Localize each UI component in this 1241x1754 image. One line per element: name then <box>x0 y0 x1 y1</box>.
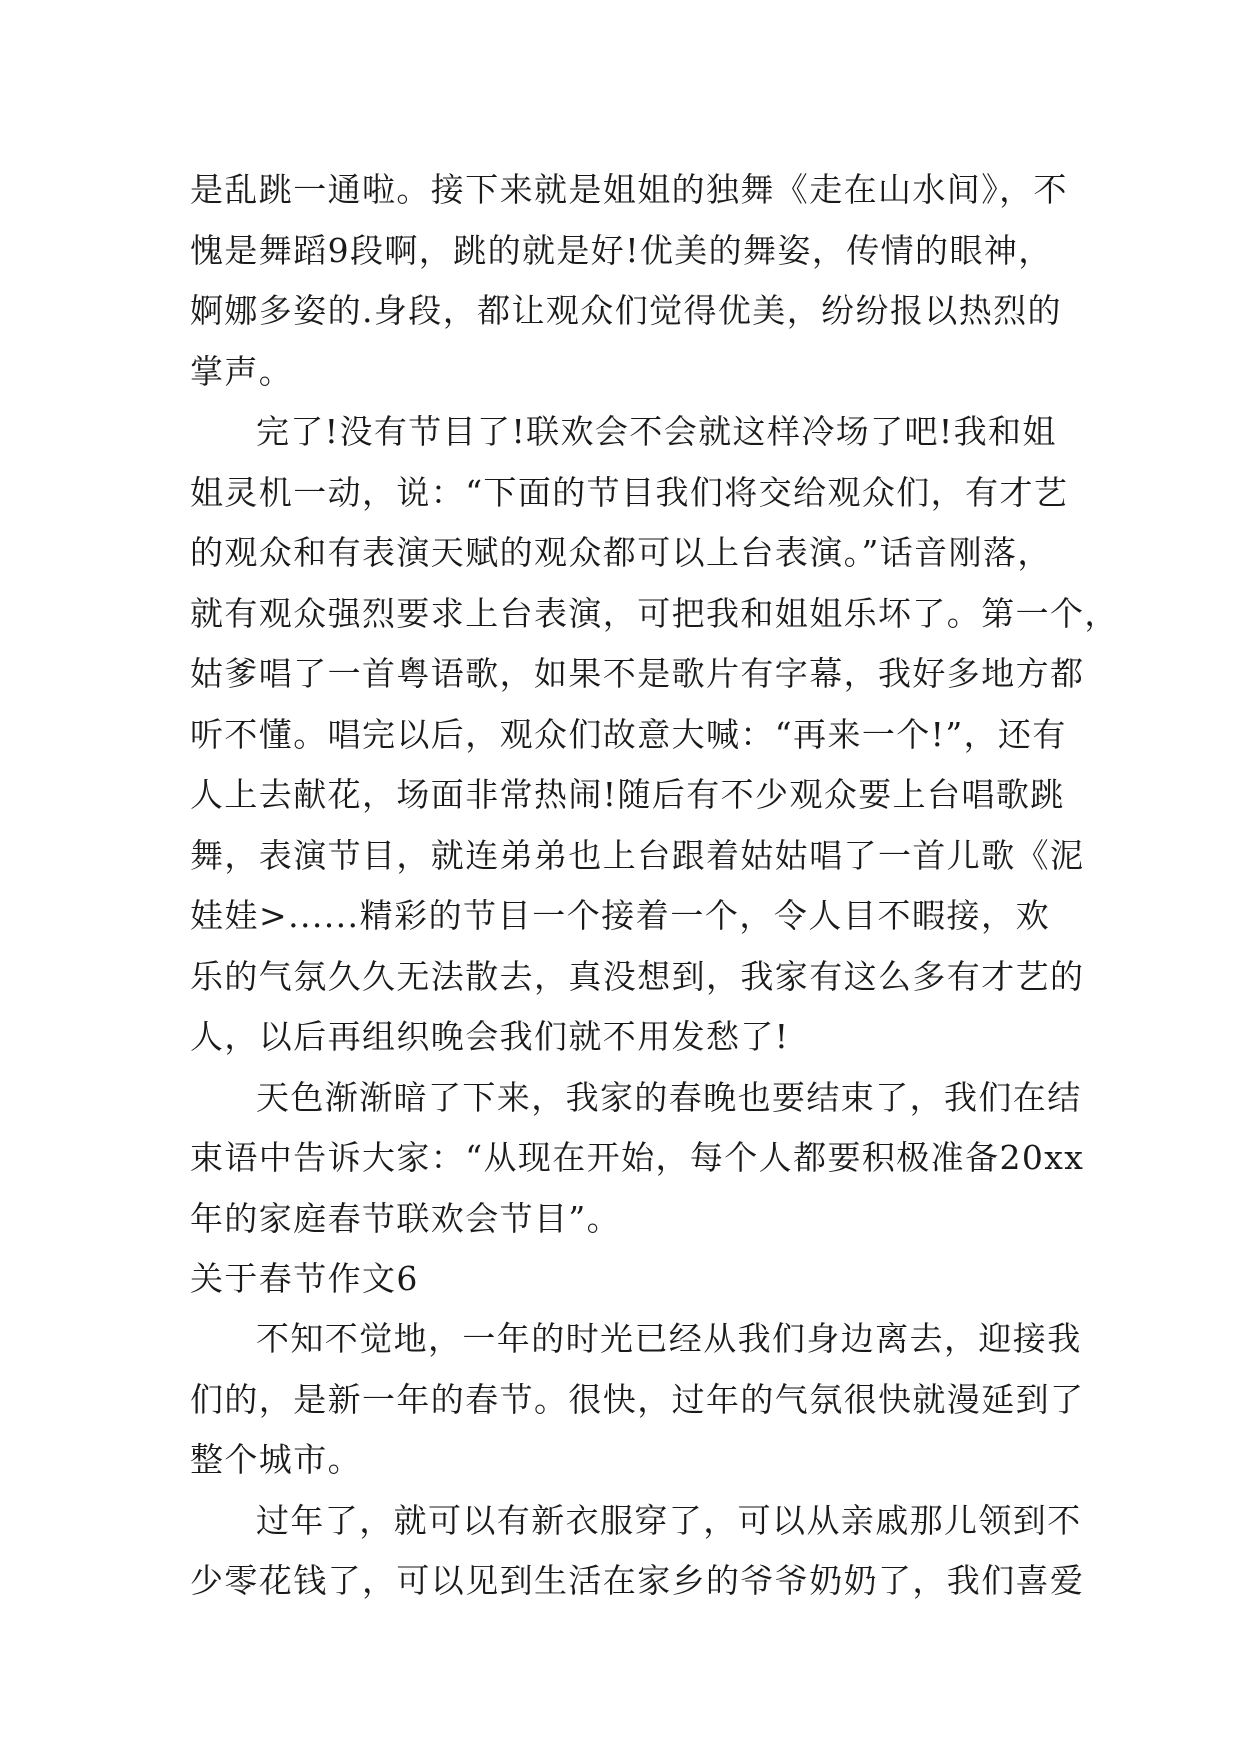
text-line: 舞，表演节目，就连弟弟也上台跟着姑姑唱了一首儿歌《泥 <box>190 835 1085 875</box>
text-line: 的观众和有表演天赋的观众都可以上台表演。”话音刚落， <box>190 533 1052 572</box>
section-heading: 关于春节作文6 <box>190 1259 419 1298</box>
text-line: 听不懂。唱完以后，观众们故意大喊：“再来一个!”，还有 <box>190 714 1067 754</box>
text-line: 掌声。 <box>190 351 294 391</box>
document-page <box>190 160 1119 1612</box>
text-line: 年的家庭春节联欢会节目”。 <box>190 1198 622 1238</box>
text-line: 姐灵机一动，说：“下面的节目我们将交给观众们，有才艺 <box>190 472 1069 512</box>
text-line: 们的，是新一年的春节。很快，过年的气氛很快就漫延到了 <box>190 1379 1085 1419</box>
paragraph <box>190 1309 1085 1491</box>
text-line: 少零花钱了，可以见到生活在家乡的爷爷奶奶了，我们喜爱 <box>190 1561 1085 1600</box>
text-line: 人上去献花，场面非常热闹!随后有不少观众要上台唱歌跳 <box>190 775 1065 814</box>
text-line: 婀娜多姿的.身段，都让观众们觉得优美，纷纷报以热烈的 <box>190 291 1062 330</box>
text-line: 娃娃>......精彩的节目一个接着一个，令人目不暇接，欢 <box>190 896 1050 935</box>
text-line: 整个城市。 <box>190 1440 362 1479</box>
text-line: 是乱跳一通啦。接下来就是姐姐的独舞《走在山水间》，不 <box>190 170 1068 209</box>
text-line: 人，以后再组织晚会我们就不用发愁了! <box>190 1017 790 1056</box>
text-line: 过年了，就可以有新衣服穿了，可以从亲戚那儿领到不 <box>256 1500 1082 1540</box>
paragraph <box>190 1491 1085 1612</box>
text-line: 束语中告诉大家：“从现在开始，每个人都要积极准备20xx <box>190 1138 1085 1177</box>
text-line: 天色渐渐暗了下来，我家的春晚也要结束了，我们在结 <box>256 1077 1082 1117</box>
text-line: 愧是舞蹈9段啊，跳的就是好!优美的舞姿，传情的眼神， <box>190 230 1053 270</box>
text-line: 就有观众强烈要求上台表演，可把我和姐姐乐坏了。第一个， <box>190 593 1119 633</box>
text-line: 姑爹唱了一首粤语歌，如果不是歌片有字幕，我好多地方都 <box>190 654 1085 693</box>
text-line: 乐的气氛久久无法散去，真没想到，我家有这么多有才艺的 <box>190 956 1085 996</box>
text-line: 完了!没有节目了!联欢会不会就这样冷场了吧!我和姐 <box>256 412 1057 451</box>
text-line: 不知不觉地，一年的时光已经从我们身边离去，迎接我 <box>256 1319 1082 1358</box>
paragraph <box>190 1068 1085 1250</box>
paragraph <box>190 160 1068 402</box>
paragraph <box>190 402 1119 1068</box>
